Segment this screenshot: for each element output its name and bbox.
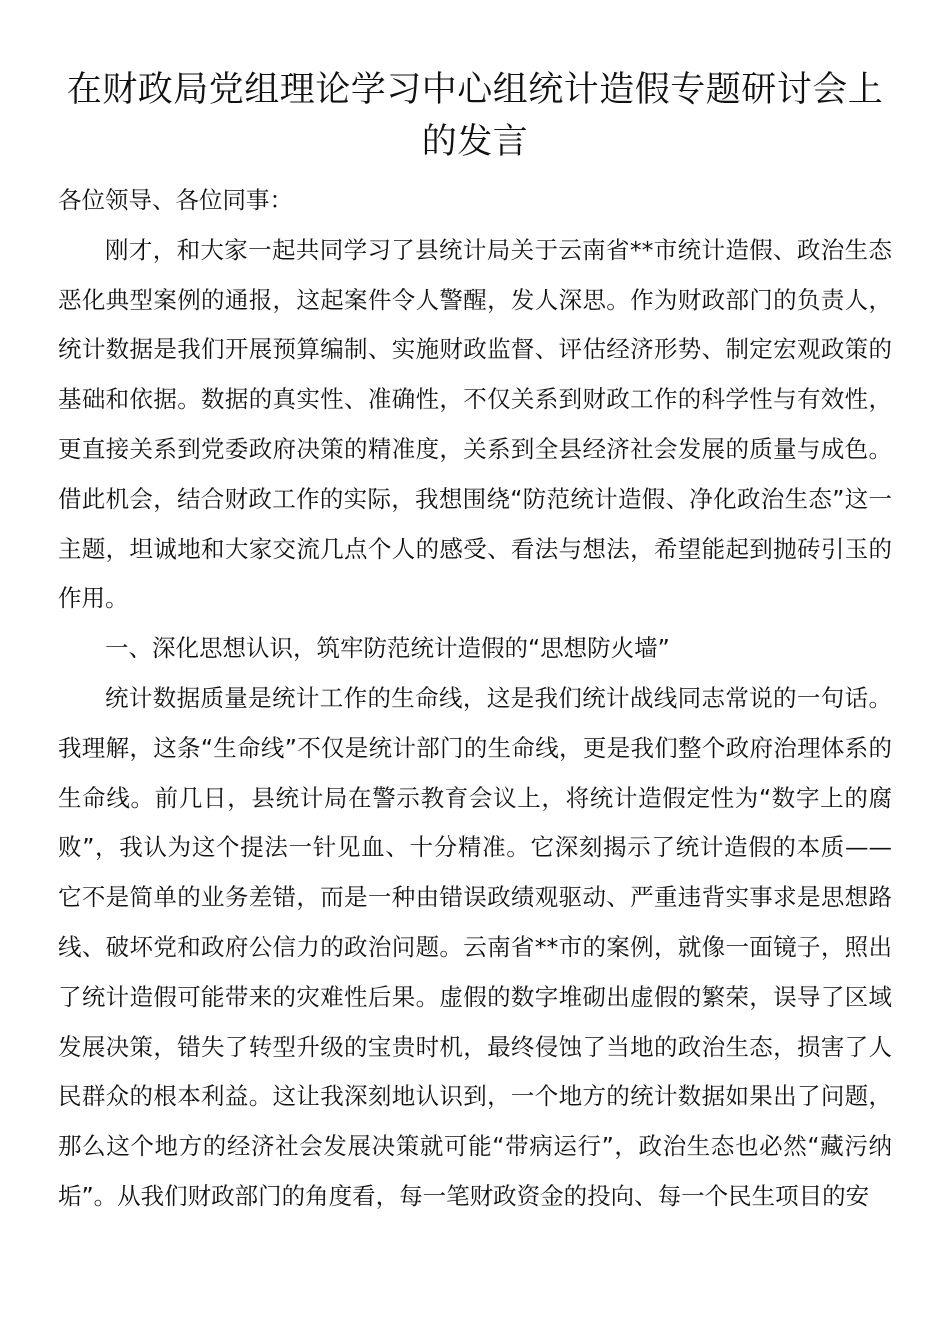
document-body (58, 176, 892, 1222)
document-title: 在财政局党组理论学习中心组统计造假专题研讨会上的发言 (66, 70, 884, 162)
salutation: 各位领导、各位同事： (58, 186, 293, 214)
paragraph-intro: 刚才，和大家一起共同学习了县统计局关于云南省**市统计造假、政治生态恶化典型案例的通报，这起案件令人警醒，发人深思。作为财政部门的负责人，统计数据是我们开展预算编制、实施财政监督、评估经济形势、制定宏观政策的基础和依据。数据的真实性、准确性，不仅关系到财政工作的科学性与有效性，更直接关系到党委政府决策的精准度，关系到全县经济社会发展的质量与成色。借此机会，结合财政工作的实际，我想围绕“防范统计造假、净化政治生态”这一主题，坦诚地和大家交流几点个人的感受、看法与想法，希望能起到抛砖引玉的作用。 (58, 235, 892, 613)
section-heading-1: 一、深化思想认识，筑牢防范统计造假的“思想防火墙” (105, 634, 670, 663)
paragraph-section-1: 统计数据质量是统计工作的生命线，这是我们统计战线同志常说的一句话。我理解，这条“生命线”不仅是统计部门的生命线，更是我们整个政府治理体系的生命线。前几日，县统计局在警示教育会议上，将统计造假定性为“数字上的腐败”，我认为这个提法一针见血、十分精准。它深刻揭示了统计造假的本质——它不是简单的业务差错，而是一种由错误政绩观驱动、严重违背实事求是思想路线、破坏党和政府公信力的政治问题。云南省**市的案例，就像一面镜子，照出了统计造假可能带来的灾难性后果。虚假的数字堆砌出虚假的繁荣，误导了区域发展决策，错失了转型升级的宝贵时机，最终侵蚀了当地的政治生态，损害了人民群众的根本利益。这让我深刻地认识到，一个地方的统计数据如果出了问题，那么这个地方的经济社会发展决策就可能“带病运行”，政治生态也必然“藏污纳垢”。从我们财政部门的角度看，每一笔财政资金的投向、每一个民生项目的安 (58, 683, 892, 1210)
